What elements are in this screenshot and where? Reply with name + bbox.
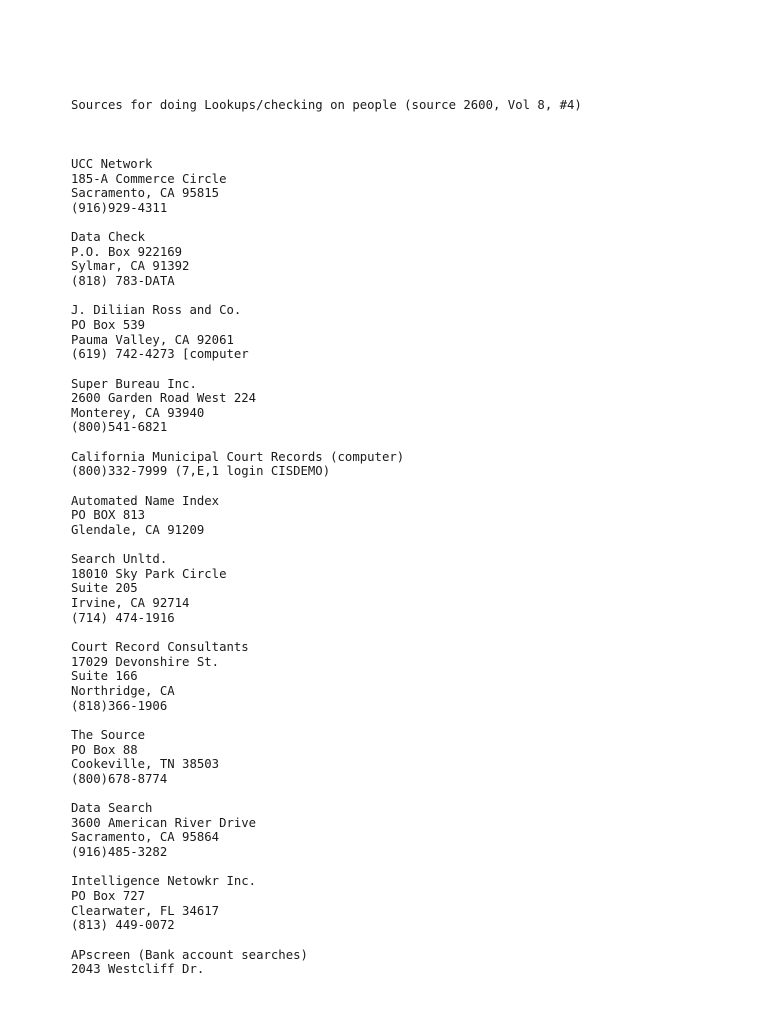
blank-line: [71, 215, 751, 230]
entry-block: [71, 450, 751, 479]
entry-name: Intelligence Netowkr Inc.: [71, 874, 257, 889]
entry-name: Automated Name Index: [71, 493, 220, 508]
entry-name: Data Check: [71, 230, 146, 245]
entry-line: (619) 742-4273 [computer: [71, 347, 249, 362]
entry-line: Irvine, CA 92714: [71, 596, 190, 611]
blank-line: [71, 435, 751, 450]
blank-line: [71, 479, 751, 494]
entry-line: 17029 Devonshire St.: [71, 654, 220, 669]
entry-name: Court Record Consultants: [71, 640, 249, 655]
entry-line: Monterey, CA 93940: [71, 405, 205, 420]
entry-line: (800)332-7999 (7,E,1 login CISDEMO): [71, 464, 331, 479]
entry-line: Suite 166: [71, 669, 138, 684]
entry-name: Data Search: [71, 801, 153, 816]
entry-line: (916)485-3282: [71, 845, 168, 860]
blank-line: [71, 362, 751, 377]
entry-line: 2043 Westcliff Dr.: [71, 962, 205, 977]
document-title: Sources for doing Lookups/checking on people (source 2600, Vol 8, #4): [71, 98, 582, 113]
entry-line: PO Box 539: [71, 317, 146, 332]
entry-name: California Municipal Court Records (computer): [71, 449, 405, 464]
entry-name: The Source: [71, 727, 146, 742]
entry-block: [71, 948, 751, 977]
entry-line: Suite 205: [71, 581, 138, 596]
entry-block: [71, 303, 751, 362]
entry-block: [71, 874, 751, 933]
entry-line: P.O. Box 922169: [71, 244, 183, 259]
entry-line: (800)678-8774: [71, 771, 168, 786]
entry-name: Search Unltd.: [71, 552, 168, 567]
blank-line: [71, 933, 751, 948]
entry-name: Super Bureau Inc.: [71, 376, 197, 391]
entry-line: 185-A Commerce Circle: [71, 171, 227, 186]
entry-block: [71, 230, 751, 289]
entry-line: PO Box 727: [71, 888, 146, 903]
entry-line: Sylmar, CA 91392: [71, 259, 190, 274]
entry-line: 3600 American River Drive: [71, 815, 257, 830]
blank-line: [71, 289, 751, 304]
entry-block: [71, 640, 751, 713]
entry-line: (916)929-4311: [71, 200, 168, 215]
entry-line: PO Box 88: [71, 742, 138, 757]
blank-line: [71, 786, 751, 801]
entry-name: APscreen (Bank account searches): [71, 947, 308, 962]
blank-line: [71, 860, 751, 875]
entry-block: [71, 728, 751, 787]
entry-line: PO BOX 813: [71, 508, 146, 523]
entry-line: Cookeville, TN 38503: [71, 757, 220, 772]
entry-line: Sacramento, CA 95815: [71, 186, 220, 201]
entry-block: [71, 552, 751, 625]
document-page: [71, 69, 751, 991]
blank-line: [71, 538, 751, 553]
entry-line: (714) 474-1916: [71, 610, 175, 625]
entry-line: 2600 Garden Road West 224: [71, 391, 257, 406]
entry-line: (818) 783-DATA: [71, 274, 175, 289]
entry-block: [71, 801, 751, 860]
entry-line: (813) 449-0072: [71, 918, 175, 933]
entry-line: Northridge, CA: [71, 683, 175, 698]
entry-line: (818)366-1906: [71, 698, 168, 713]
entry-line: 18010 Sky Park Circle: [71, 566, 227, 581]
blank-line: [71, 713, 751, 728]
entry-name: UCC Network: [71, 156, 153, 171]
entry-line: Glendale, CA 91209: [71, 522, 205, 537]
blank-line: [71, 142, 751, 157]
entry-name: J. Diliian Ross and Co.: [71, 303, 242, 318]
entry-block: [71, 157, 751, 216]
entry-list: [71, 142, 751, 977]
entry-block: [71, 494, 751, 538]
entry-line: Sacramento, CA 95864: [71, 830, 220, 845]
entry-line: Pauma Valley, CA 92061: [71, 332, 234, 347]
blank-line: [71, 625, 751, 640]
entry-line: (800)541-6821: [71, 420, 168, 435]
entry-block: [71, 377, 751, 436]
entry-line: Clearwater, FL 34617: [71, 903, 220, 918]
